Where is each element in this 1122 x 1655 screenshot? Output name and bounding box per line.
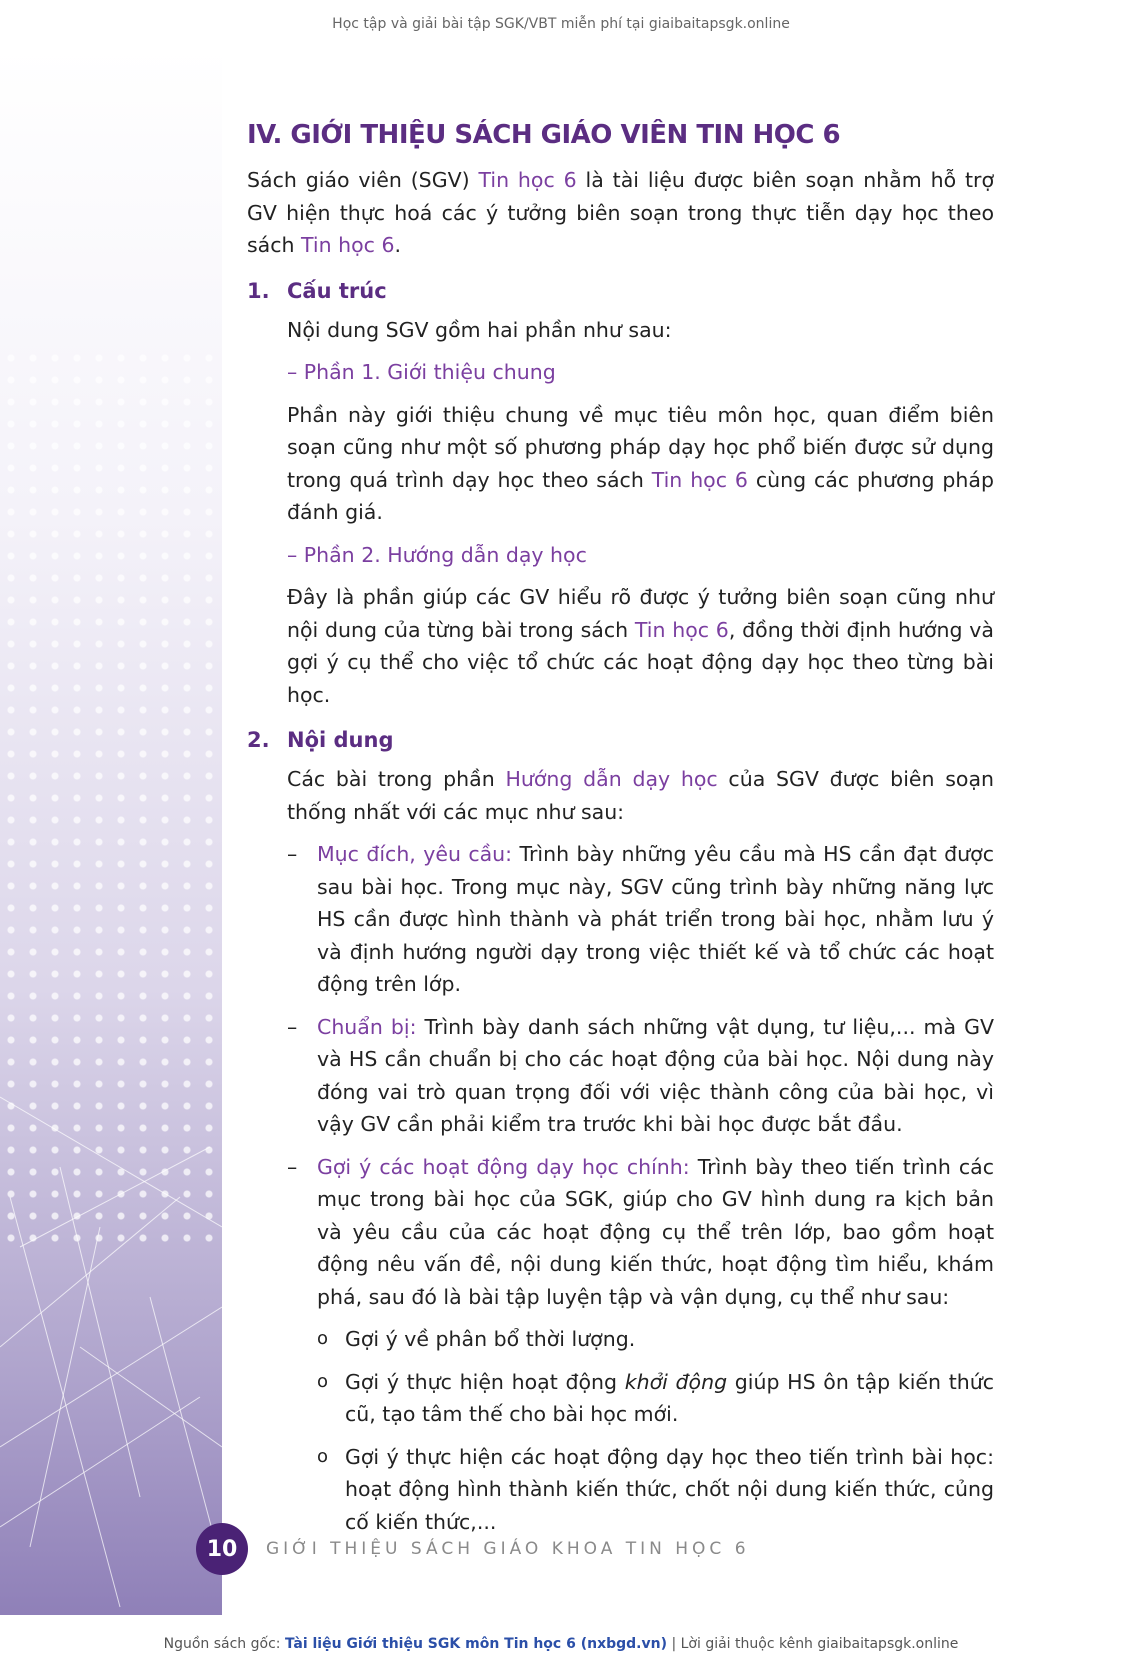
item-label: Gợi ý các hoạt động dạy học chính: [317,1154,690,1179]
running-title: GIỚI THIỆU SÁCH GIÁO KHOA TIN HỌC 6 [266,1539,750,1559]
list-item: – Gợi ý các hoạt động dạy học chính: Trình bày theo tiến trình các mục trong bài học của SGK, giúp cho GV hình dung ra kịch bản và yêu cầu của các hoạt động cụ thể trên lớp, bao gồm hoạt động nêu vấn đề, nội dung kiến thức, hoạt động tìm hiểu, khám phá, sau đó là bài tập luyện tập và vận dụng, cụ thể như sau: [287,1154,994,1309]
sub-list-item: o Gợi ý thực hiện các hoạt động dạy học theo tiến trình bài học: hoạt động hình thành kiến thức, chốt nội dung kiến thức, củng cố kiến thức,... [317,1441,994,1539]
heading-content: 2. Nội dung [247,728,394,752]
circle-bullet-icon: o [317,1370,329,1392]
item-label: Mục đích, yêu cầu: [317,842,513,866]
page-footer [196,1519,896,1579]
structure-lead: Nội dung SGV gồm hai phần như sau: [287,317,672,342]
sub-list-item: o Gợi ý về phân bổ thời lượng. [317,1323,994,1356]
page-content [247,120,994,1548]
circle-bullet-icon: o [317,1445,329,1467]
header-note: Học tập và giải bài tập SGK/VBT miễn phí tại giaibaitapsgk.online [332,16,790,32]
part2-text: Đây là phần giúp các GV hiểu rõ được ý tưởng biên soạn cũng như nội dung của từng bài trong sách Tin học 6, đồng thời định hướng và gợi ý cụ thể cho việc tổ chức các hoạt động dạy học theo từng bài học. [287,585,994,707]
heading-structure: 1. Cấu trúc [247,278,387,303]
sub-list-item: o Gợi ý thực hiện hoạt động khởi động giúp HS ôn tập kiến thức cũ, tạo tâm thế cho bài học mới. [317,1366,994,1431]
list-item: – Mục đích, yêu cầu: Trình bày những yêu cầu mà HS cần đạt được sau bài học. Trong mục này, SGV cũng trình bày những năng lực HS cần được hình thành và phát triển trong bài học, nhằm lưu ý và định hướng người dạy trong việc thiết kế và tổ chức các hoạt động trên lớp. [287,842,994,996]
list-item: – Chuẩn bị: Trình bày danh sách những vật dụng, tư liệu,... mà GV và HS cần chuẩn bị cho các hoạt động của bài học. Nội dung này đóng vai trò quan trọng đối với việc thành công của bài học, vì vậy GV cần phải kiểm tra trước khi bài học được bắt đầu. [287,1014,994,1136]
decorative-side-band [0,47,222,1615]
part1-heading: – Phần 1. Giới thiệu chung [287,360,556,384]
source-note: Nguồn sách gốc: Tài liệu Giới thiệu SGK môn Tin học 6 (nxbgd.vn) | Lời giải thuộc kênh giaibaitapsgk.online [163,1636,959,1652]
item-label: Chuẩn bị: [317,1014,417,1039]
content-lead: Các bài trong phần Hướng dẫn dạy học của SGV được biên soạn thống nhất với các mục như sau: [287,767,995,824]
circle-bullet-icon: o [317,1328,329,1349]
intro-paragraph: Sách giáo viên (SGV) Tin học 6 là tài liệu được biên soạn nhằm hỗ trợ GV hiện thực hoá các ý tưởng biên soạn trong thực tiễn dạy học theo sách Tin học 6. [247,168,994,257]
book-title: Tin học 6 [478,168,577,192]
part1-text: Phần này giới thiệu chung về mục tiêu môn học, quan điểm biên soạn cũng như một số phương pháp dạy học phổ biến được sử dụng trong quá trình dạy học theo sách Tin học 6 cùng các phương pháp đánh giá. [287,402,994,524]
content-section [287,763,994,1538]
source-link[interactable]: Tài liệu Giới thiệu SGK môn Tin học 6 (nxbgd.vn) [284,1636,667,1652]
structure-section [287,314,994,712]
part2-heading: – Phần 2. Hướng dẫn dạy học [287,542,587,567]
book-title: Tin học 6 [301,233,395,257]
page-number-badge: 10 [196,1523,248,1575]
network-lines-graphic [0,47,222,1615]
section-title: IV. GIỚI THIỆU SÁCH GIÁO VIÊN TIN HỌC 6 [247,120,841,150]
